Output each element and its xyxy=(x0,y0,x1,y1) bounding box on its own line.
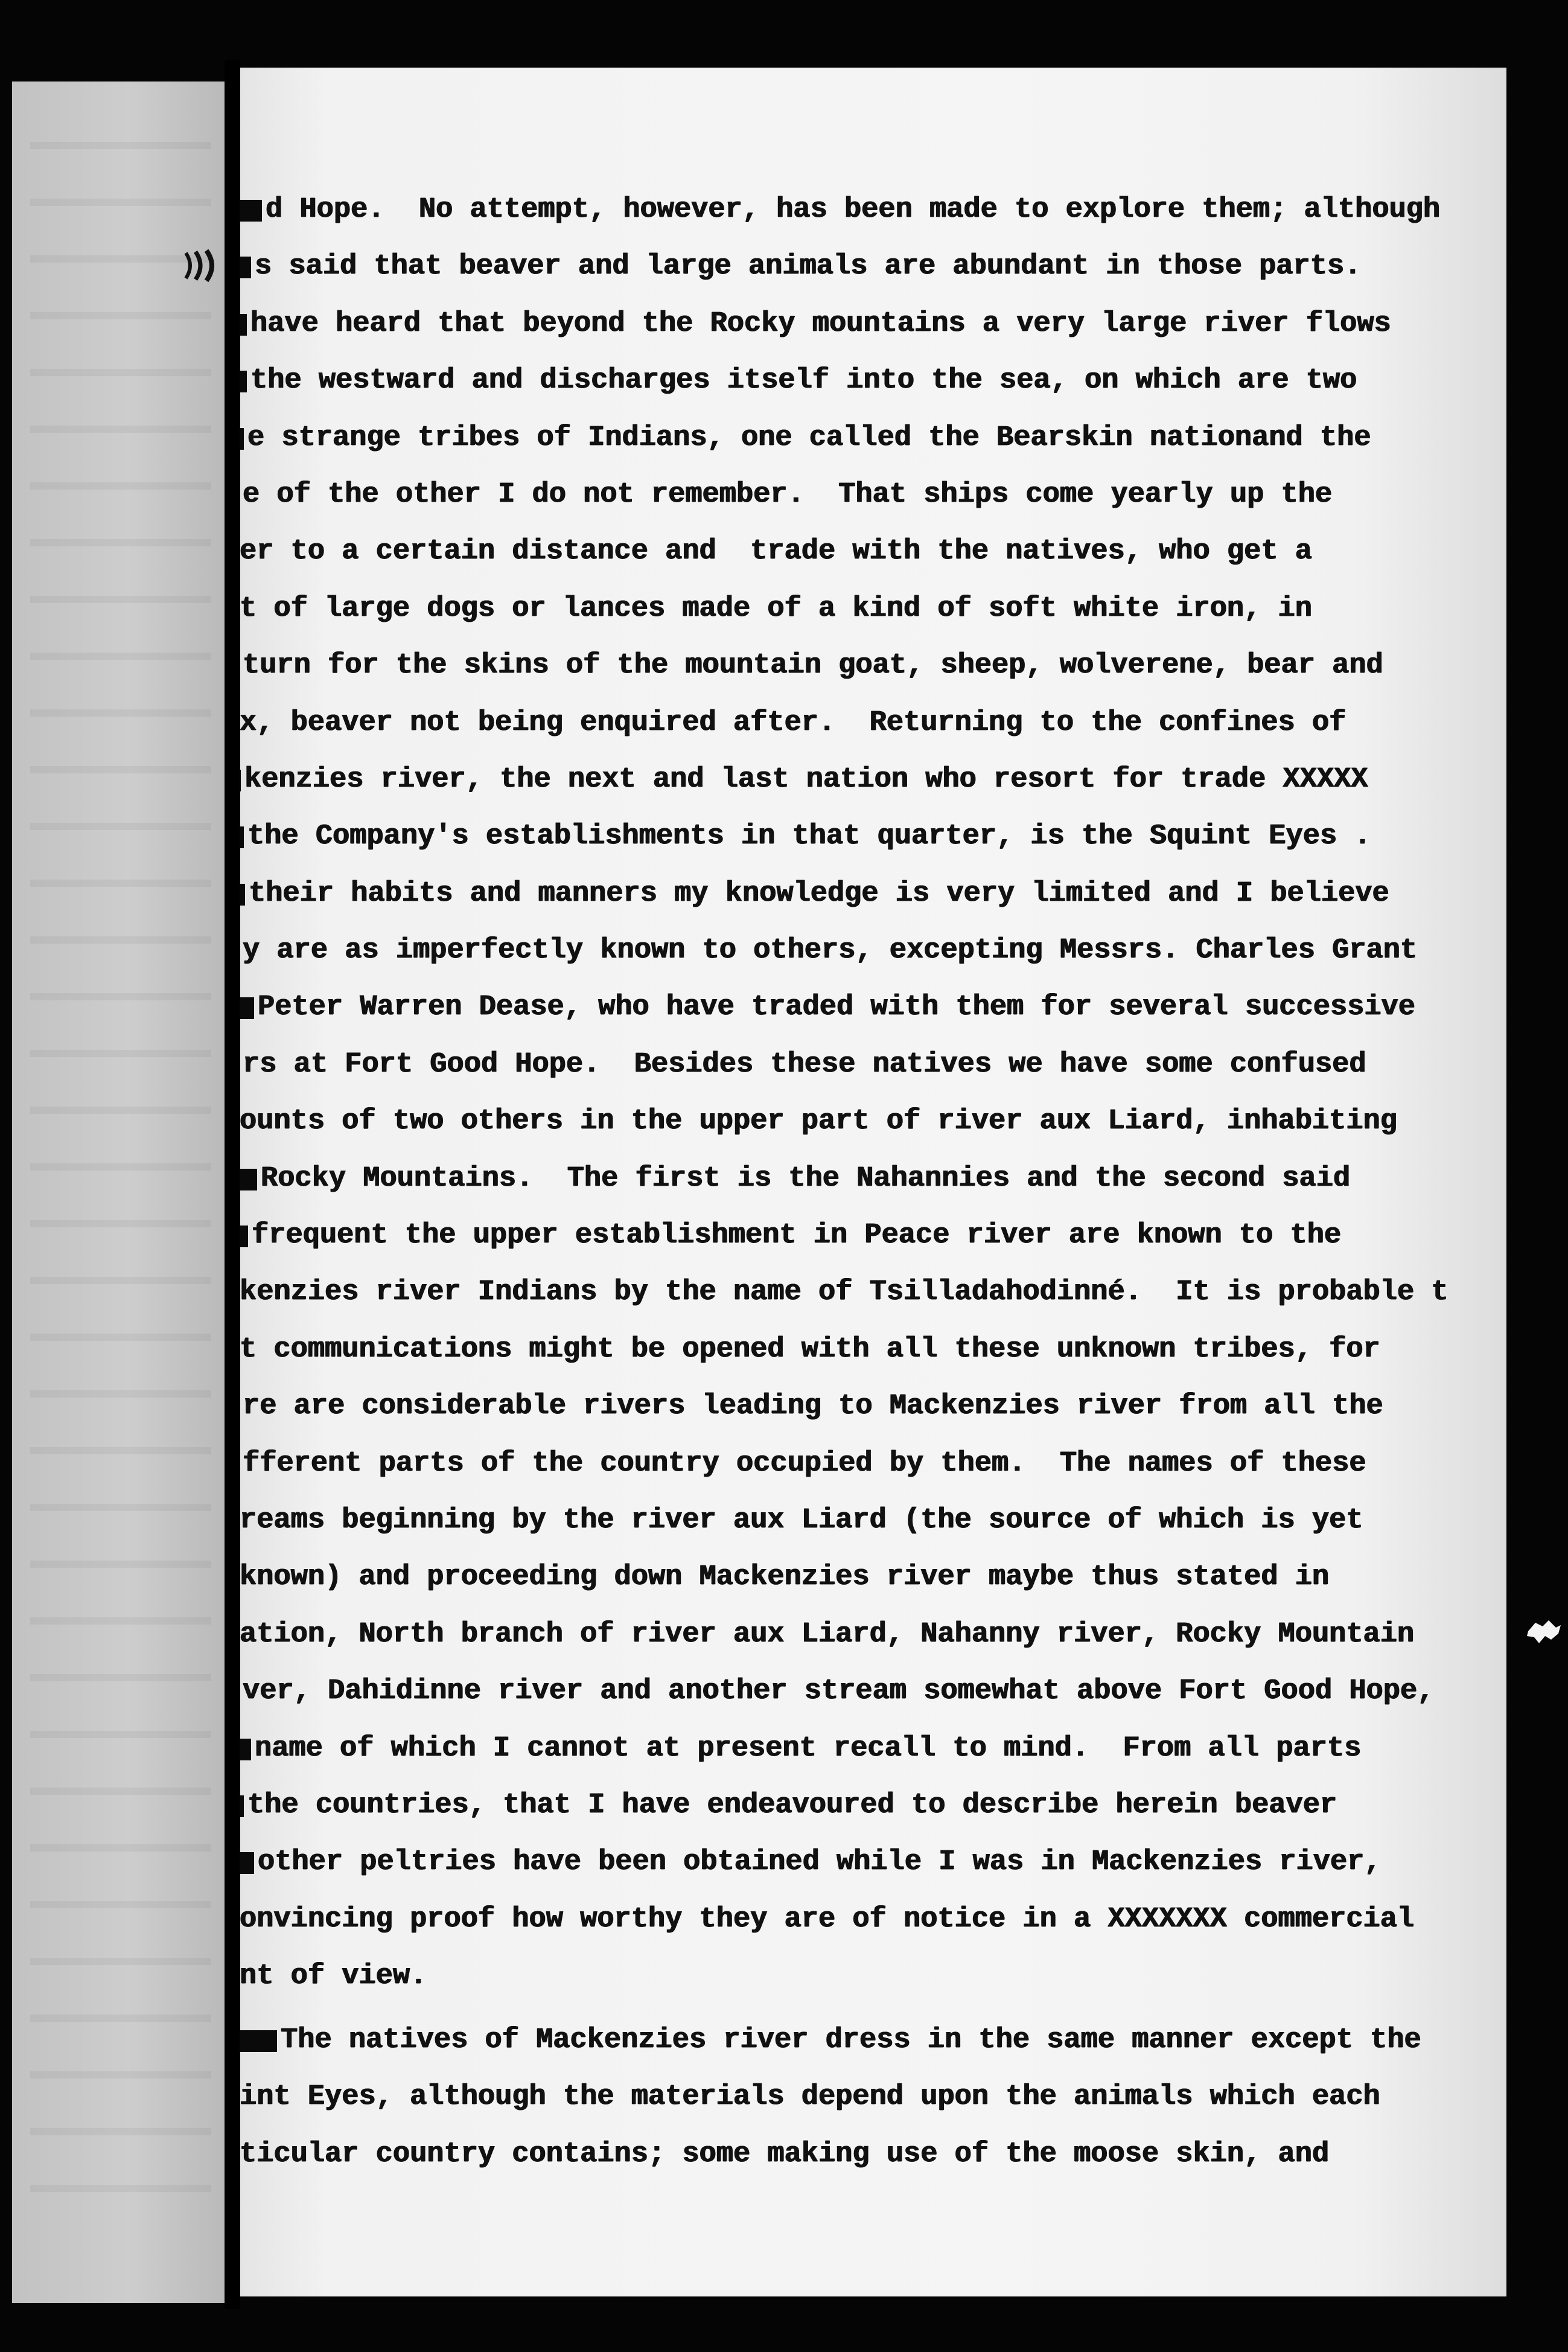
text-line: other peltries have been obtained while I was in Mackenzies river, xyxy=(258,1834,1501,1891)
text-line: fferent parts of the country occupied by them. The names of these xyxy=(243,1436,1501,1492)
text-line: the countries, that I have endeavoured to describe herein beaver xyxy=(247,1777,1501,1834)
paragraph xyxy=(240,2012,1501,2183)
text-line: t of large dogs or lances made of a kind of soft white iron, in xyxy=(240,581,1501,638)
text-line: t communications might be opened with all these unknown tribes, for xyxy=(240,1321,1501,1378)
text-line: e strange tribes of Indians, one called the Bearskin nationand the xyxy=(247,410,1501,467)
text-line: frequent the upper establishment in Peace river are known to the xyxy=(252,1207,1501,1264)
text-line: ation, North branch of river aux Liard, Nahanny river, Rocky Mountain xyxy=(240,1606,1501,1663)
binding-shadow xyxy=(225,60,240,2309)
text-line: onvincing proof how worthy they are of notice in a XXXXXXX commercial xyxy=(240,1891,1501,1948)
text-line: kenzies river, the next and last nation who resort for trade XXXXX xyxy=(244,752,1501,808)
text-line: their habits and manners my knowledge is very limited and I believe xyxy=(249,866,1501,922)
text-line: d Hope. No attempt, however, has been made to explore them; although xyxy=(266,182,1501,238)
text-line: y are as imperfectly known to others, excepting Messrs. Charles Grant xyxy=(243,922,1501,979)
text-line: reams beginning by the river aux Liard (the source of which is yet xyxy=(240,1492,1501,1549)
text-line: re are considerable rivers leading to Mackenzies river from all the xyxy=(243,1378,1501,1435)
text-line: name of which I cannot at present recall to mind. From all parts xyxy=(255,1721,1501,1777)
text-line: s said that beaver and large animals are abundant in those parts. xyxy=(255,238,1501,295)
text-line: e of the other I do not remember. That ships come yearly up the xyxy=(243,467,1501,523)
text-line: Rocky Mountains. The first is the Nahannies and the second said xyxy=(261,1151,1501,1207)
text-line: known) and proceeding down Mackenzies river maybe thus stated in xyxy=(240,1549,1501,1606)
text-line: er to a certain distance and trade with the natives, who get a xyxy=(240,523,1501,580)
paragraph xyxy=(240,182,1501,2005)
text-line: kenzies river Indians by the name of Tsilladahodinné. It is probable t xyxy=(240,1264,1501,1321)
previous-page-edge xyxy=(12,81,225,2303)
text-line: rs at Fort Good Hope. Besides these natives we have some confused xyxy=(243,1037,1501,1093)
text-line: nt of view. xyxy=(240,1948,1501,2005)
text-line: ver, Dahidinne river and another stream somewhat above Fort Good Hope, xyxy=(243,1663,1501,1720)
text-line: ticular country contains; some making use of the moose skin, and xyxy=(240,2126,1501,2183)
text-line: have heard that beyond the Rocky mountains a very large river flows xyxy=(250,296,1501,353)
text-line: turn for the skins of the mountain goat, sheep, wolverene, bear and xyxy=(243,638,1501,694)
text-line: the westward and discharges itself into the sea, on which are two xyxy=(250,353,1501,409)
text-line: ounts of two others in the upper part of river aux Liard, inhabiting xyxy=(240,1093,1501,1150)
margin-mark-icon xyxy=(181,244,223,287)
text-line: x, beaver not being enquired after. Returning to the confines of xyxy=(240,695,1501,752)
text-line: Peter Warren Dease, who have traded with them for several successive xyxy=(258,979,1501,1036)
text-line: int Eyes, although the materials depend upon the animals which each xyxy=(240,2069,1501,2126)
ink-spot xyxy=(1525,1615,1563,1647)
text-line: the Company's establishments in that quarter, is the Squint Eyes . xyxy=(247,808,1501,865)
text-line: The natives of Mackenzies river dress in the same manner except the xyxy=(281,2012,1501,2069)
